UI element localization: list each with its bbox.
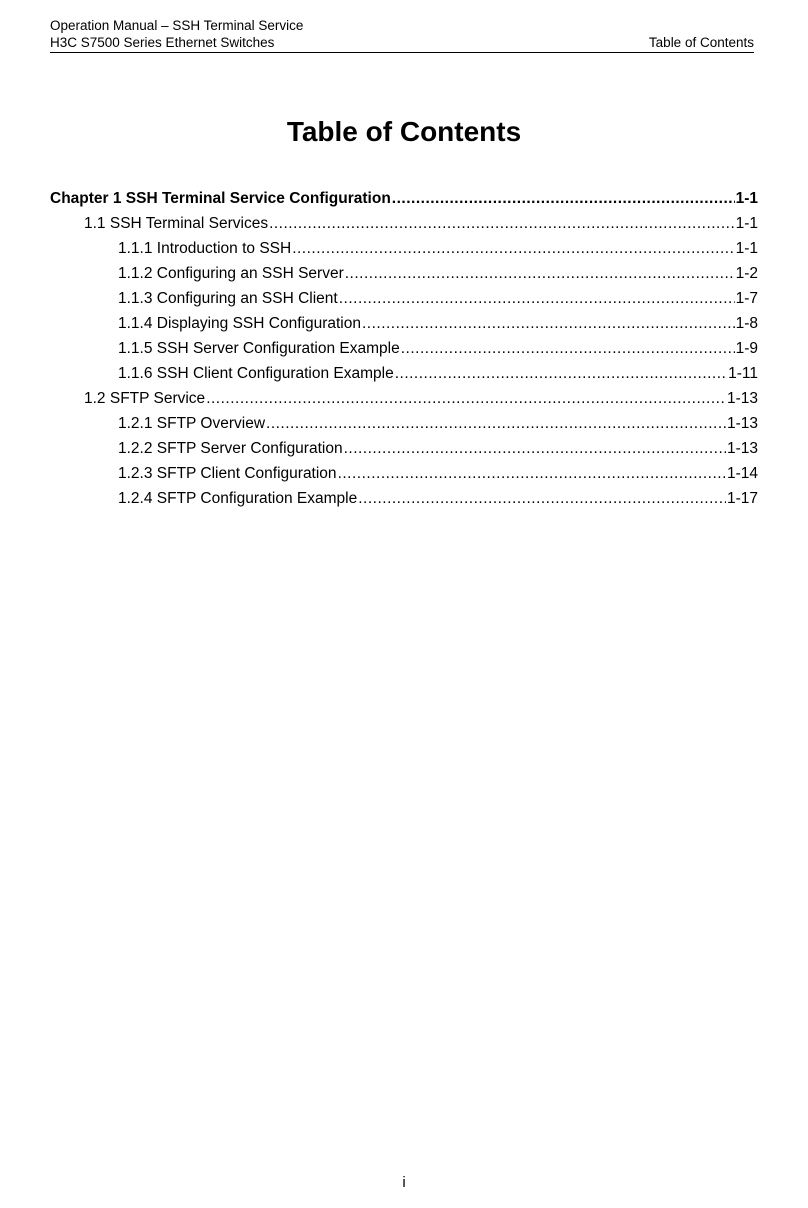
toc-entry-label: 1.2.2 SFTP Server Configuration xyxy=(118,438,343,460)
page-number: i xyxy=(402,1174,406,1191)
toc-subsection-entry[interactable] xyxy=(50,488,758,513)
toc-dot-leader xyxy=(358,488,726,510)
toc-entry-label: 1.2.3 SFTP Client Configuration xyxy=(118,463,337,485)
toc-entry-label: 1.1.3 Configuring an SSH Client xyxy=(118,288,338,310)
toc-entry-label: 1.2 SFTP Service xyxy=(84,388,205,410)
toc-entry-label: 1.1 SSH Terminal Services xyxy=(84,213,268,235)
toc-entry-page: 1-9 xyxy=(736,338,758,360)
toc-subsection-entry[interactable] xyxy=(50,238,758,263)
page-header xyxy=(50,16,754,53)
toc-dot-leader xyxy=(401,338,735,360)
toc-entry-label: Chapter 1 SSH Terminal Service Configuration xyxy=(50,188,391,210)
toc-entry-page: 1-1 xyxy=(736,238,758,260)
toc-entry-page: 1-7 xyxy=(736,288,758,310)
toc-dot-leader xyxy=(269,213,735,235)
toc-dot-leader xyxy=(345,263,735,285)
toc-entry-label: 1.1.5 SSH Server Configuration Example xyxy=(118,338,400,360)
toc-section-entry[interactable] xyxy=(50,213,758,238)
toc-entry-page: 1-14 xyxy=(727,463,758,485)
toc-subsection-entry[interactable] xyxy=(50,263,758,288)
toc-subsection-entry[interactable] xyxy=(50,363,758,388)
product-series: H3C S7500 Series Ethernet Switches xyxy=(50,35,275,50)
toc-entry-page: 1-13 xyxy=(727,413,758,435)
toc-subsection-entry[interactable] xyxy=(50,463,758,488)
toc-dot-leader xyxy=(339,288,735,310)
toc-entry-label: 1.1.4 Displaying SSH Configuration xyxy=(118,313,361,335)
toc-dot-leader xyxy=(392,188,735,210)
toc-entry-page: 1-17 xyxy=(727,488,758,510)
table-of-contents xyxy=(50,188,758,513)
toc-subsection-entry[interactable] xyxy=(50,438,758,463)
toc-entry-page: 1-13 xyxy=(727,388,758,410)
toc-entry-page: 1-2 xyxy=(736,263,758,285)
toc-subsection-entry[interactable] xyxy=(50,413,758,438)
toc-entry-page: 1-1 xyxy=(736,213,758,235)
page-title: Table of Contents xyxy=(286,116,522,147)
toc-entry-label: 1.1.6 SSH Client Configuration Example xyxy=(118,363,394,385)
toc-dot-leader xyxy=(266,413,726,435)
toc-entry-page: 1-11 xyxy=(728,363,758,385)
toc-chapter-entry[interactable] xyxy=(50,188,758,213)
toc-subsection-entry[interactable] xyxy=(50,288,758,313)
toc-subsection-entry[interactable] xyxy=(50,313,758,338)
toc-section-entry[interactable] xyxy=(50,388,758,413)
toc-entry-label: 1.2.1 SFTP Overview xyxy=(118,413,265,435)
toc-dot-leader xyxy=(362,313,735,335)
toc-dot-leader xyxy=(206,388,726,410)
toc-entry-label: 1.1.2 Configuring an SSH Server xyxy=(118,263,344,285)
manual-title: Operation Manual – SSH Terminal Service xyxy=(50,18,304,33)
toc-entry-label: 1.1.1 Introduction to SSH xyxy=(118,238,291,260)
toc-subsection-entry[interactable] xyxy=(50,338,758,363)
toc-dot-leader xyxy=(338,463,726,485)
toc-entry-label: 1.2.4 SFTP Configuration Example xyxy=(118,488,357,510)
toc-dot-leader xyxy=(395,363,727,385)
toc-dot-leader xyxy=(292,238,734,260)
toc-entry-page: 1-1 xyxy=(736,188,758,210)
toc-dot-leader xyxy=(344,438,726,460)
toc-entry-page: 1-8 xyxy=(736,313,758,335)
section-name: Table of Contents xyxy=(648,35,754,50)
toc-entry-page: 1-13 xyxy=(727,438,758,460)
